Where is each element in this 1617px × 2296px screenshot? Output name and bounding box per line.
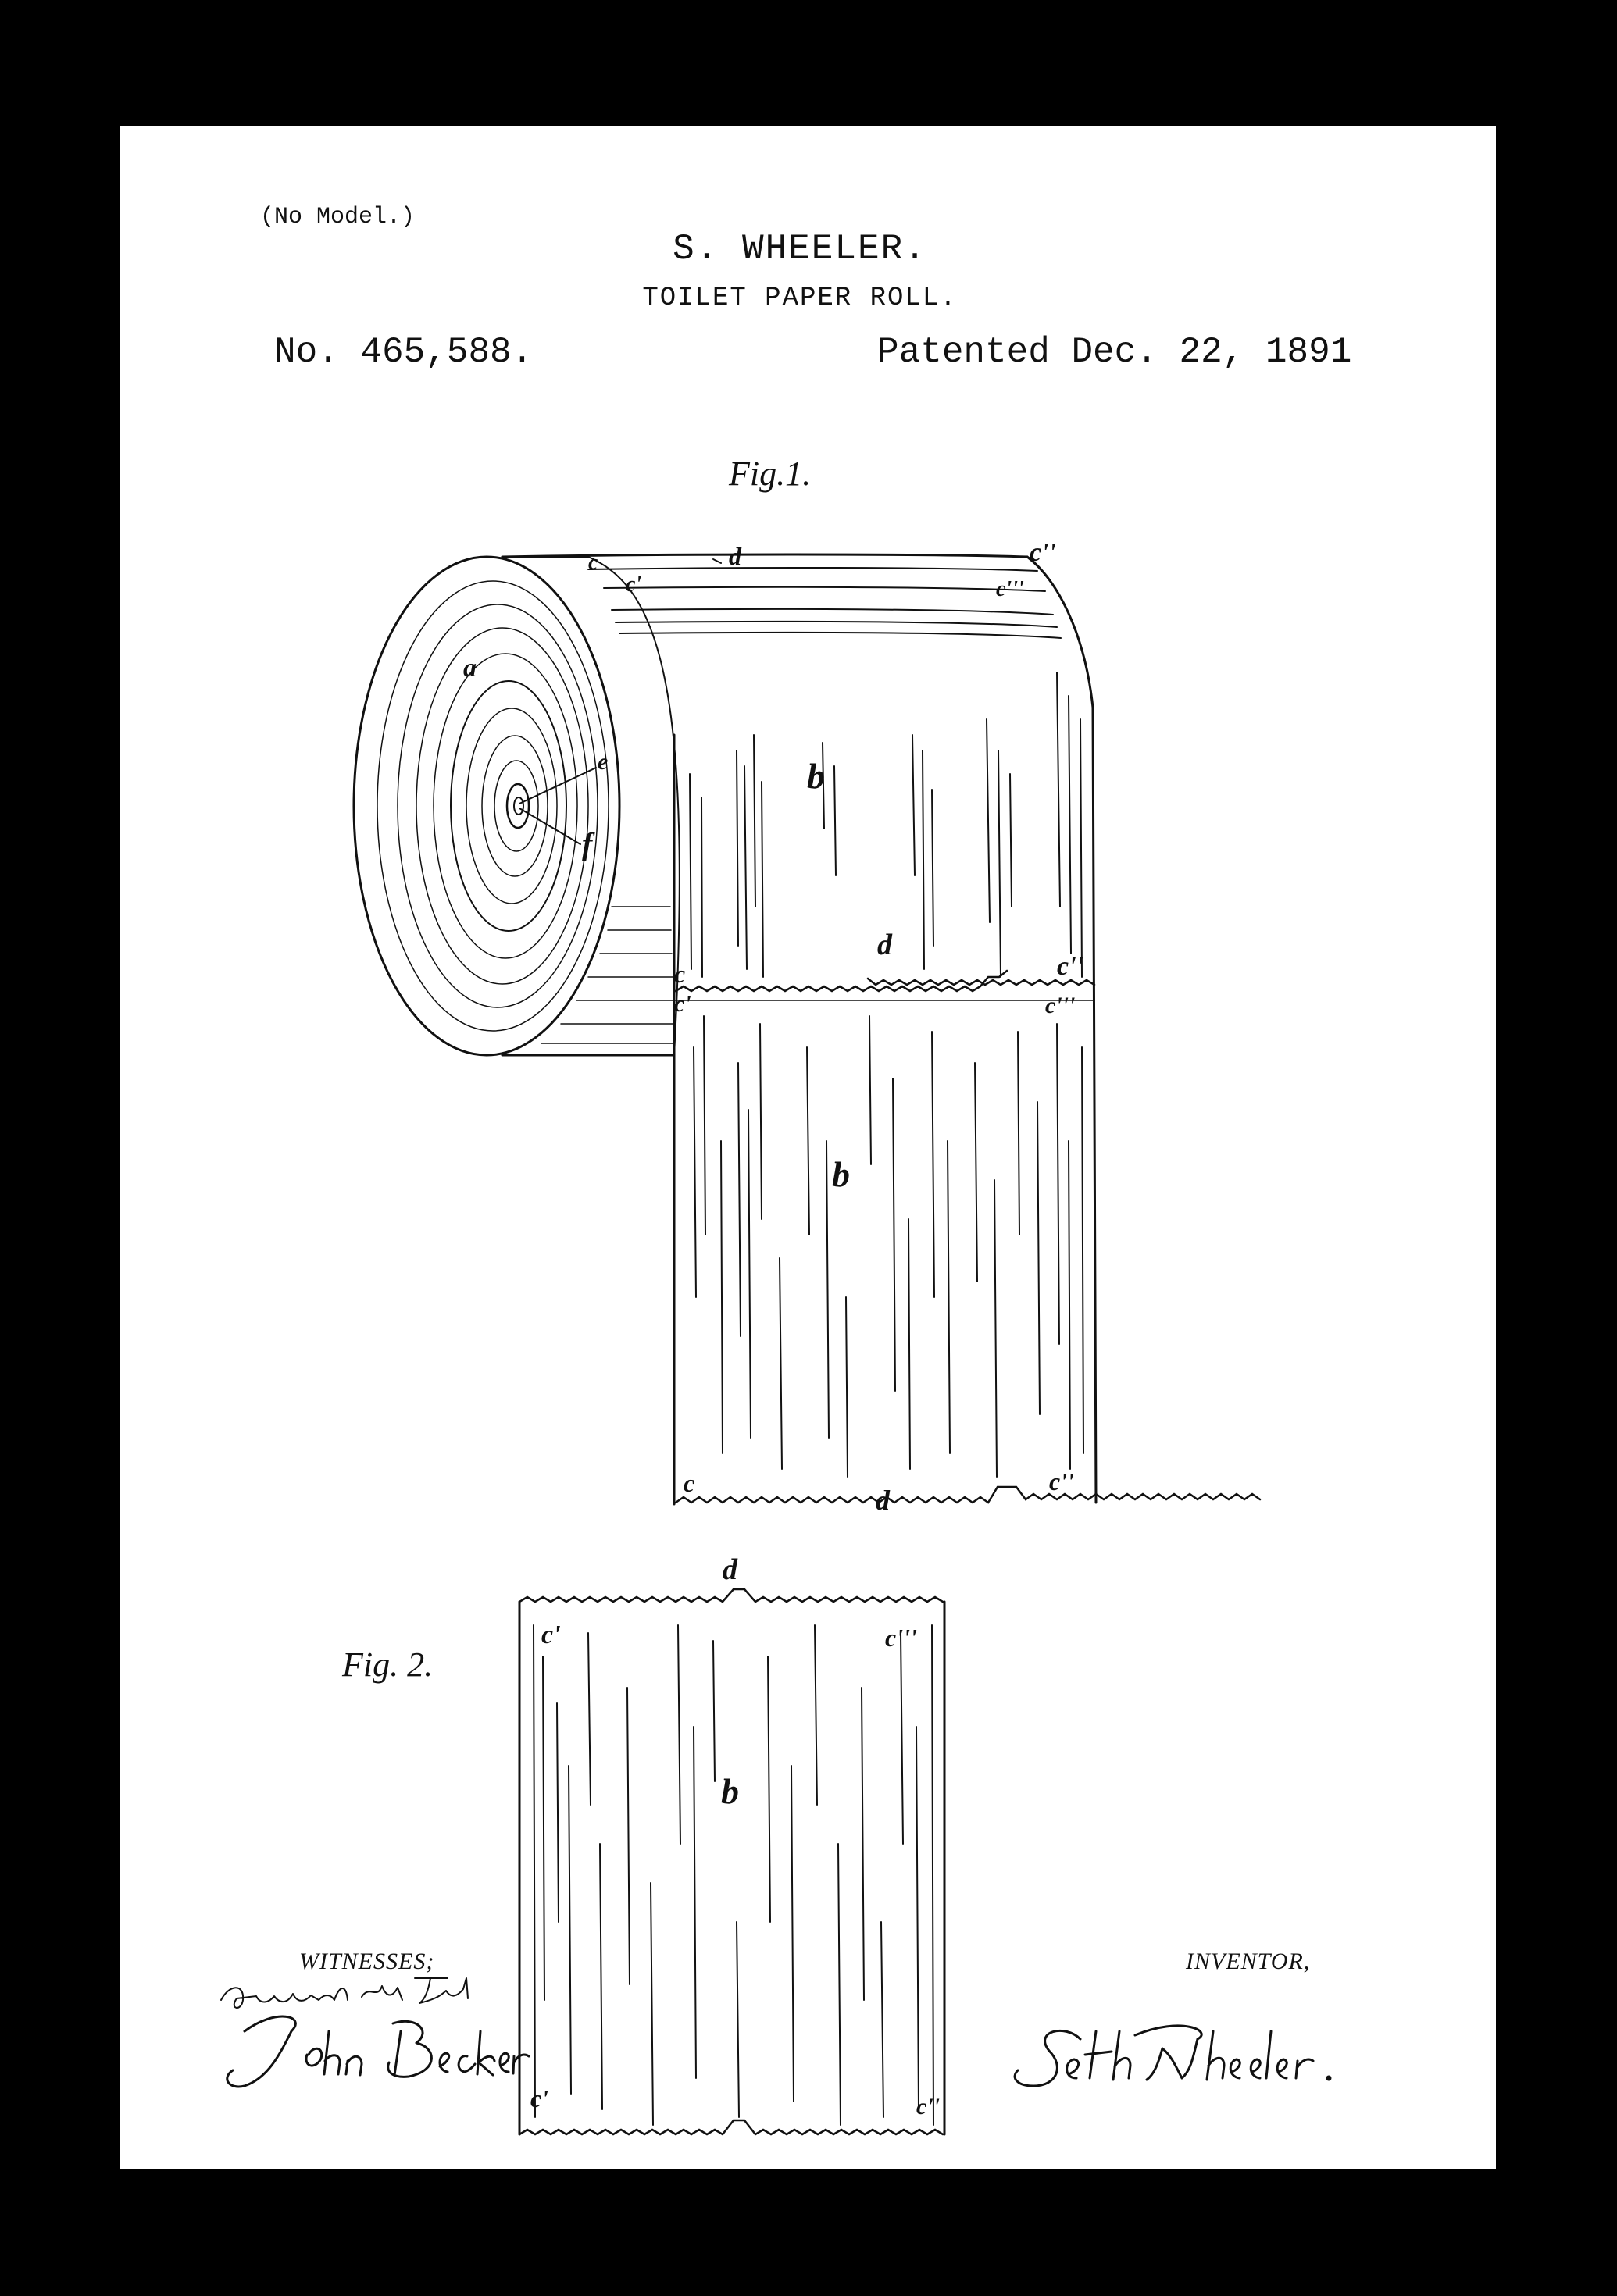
patent-inventor-name: S. WHEELER.: [673, 229, 927, 269]
label-c3: c''': [885, 1624, 917, 1652]
label-c: c: [674, 960, 686, 988]
label-c1: c': [626, 572, 642, 597]
label-c1: c': [530, 2084, 549, 2112]
inventor-signature: [1015, 2026, 1330, 2086]
label-c3: c''': [996, 577, 1024, 601]
label-d: d: [729, 542, 741, 570]
witness-2-signature: [227, 2016, 529, 2087]
patent-sheet: [117, 123, 1498, 2171]
witnesses-caption: WITNESSES;: [299, 1948, 435, 1974]
label-e: e: [598, 749, 609, 775]
fig1-caption: Fig.1.: [729, 455, 812, 493]
label-b: b: [807, 756, 825, 796]
label-c2: c'': [1030, 538, 1056, 567]
label-c: c: [684, 1469, 695, 1497]
inventor-caption: INVENTOR,: [1186, 1948, 1311, 1974]
no-model-note: (No Model.): [260, 204, 416, 230]
label-c: c: [588, 551, 598, 575]
label-c3: c''': [1045, 993, 1076, 1018]
fig2-caption: Fig. 2.: [342, 1645, 434, 1684]
label-b: b: [832, 1154, 850, 1194]
witness-1-signature: [221, 1978, 468, 2008]
patent-title: TOILET PAPER ROLL.: [642, 283, 958, 313]
label-c1: c': [541, 1620, 561, 1649]
patent-number: No. 465,588.: [274, 332, 534, 373]
signature-drawing: [120, 126, 1501, 2173]
label-f: f: [582, 826, 593, 861]
label-c1: c': [674, 991, 691, 1017]
patent-date: Patented Dec. 22, 1891: [877, 332, 1352, 373]
label-a: a: [463, 654, 477, 683]
label-d: d: [876, 1485, 890, 1516]
label-b: b: [721, 1771, 739, 1811]
label-c2: c'': [916, 2094, 940, 2120]
label-d: d: [877, 929, 892, 961]
label-c2: c'': [1049, 1467, 1074, 1496]
label-c2: c'': [1057, 952, 1083, 981]
label-d: d: [723, 1553, 737, 1586]
